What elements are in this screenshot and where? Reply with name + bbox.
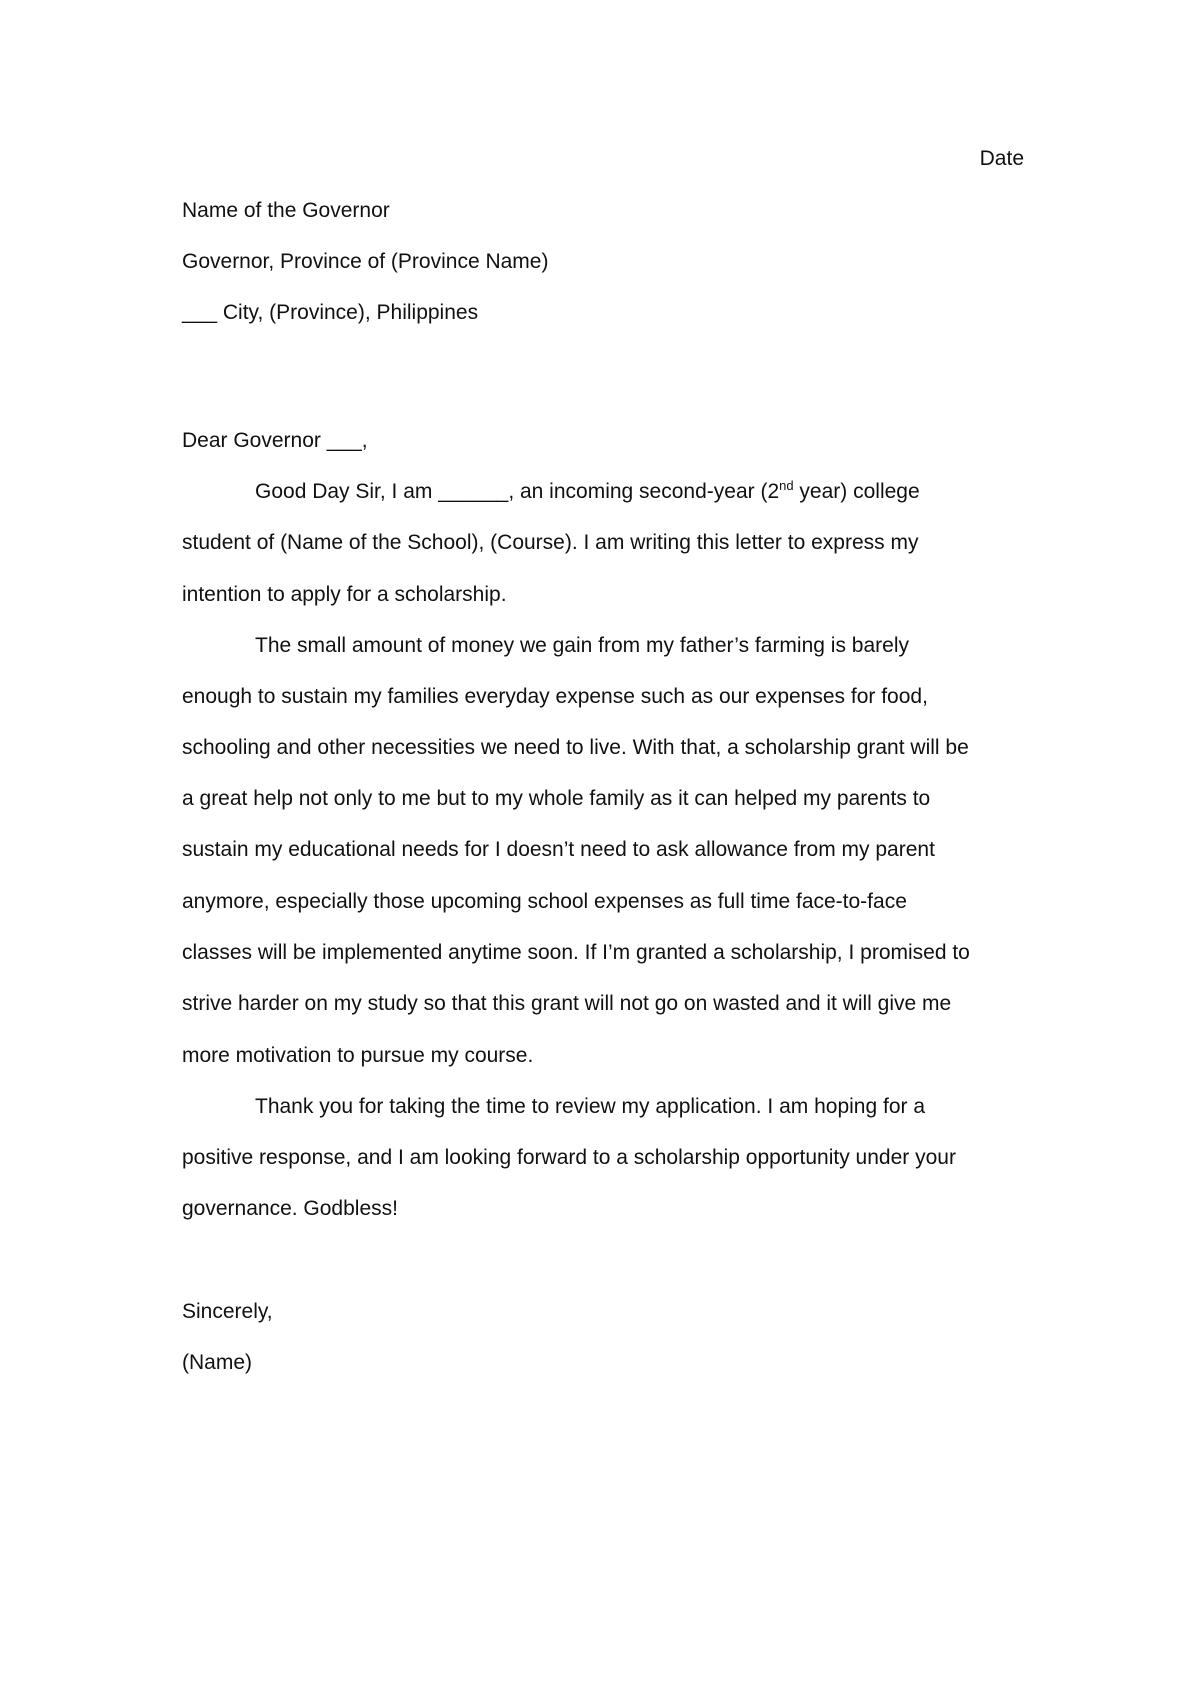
paragraph3-line: governance. Godbless! [182,1197,398,1220]
paragraph2-line: strive harder on my study so that this grant will not go on wasted and it will give me [182,992,952,1015]
paragraph2-line: enough to sustain my families everyday expense such as our expenses for food, [182,685,928,708]
paragraph3-line: positive response, and I am looking forward to a scholarship opportunity under your [182,1146,956,1169]
paragraph2-line: more motivation to pursue my course. [182,1044,534,1067]
paragraph2-line: classes will be implemented anytime soon. If I’m granted a scholarship, I promised to [182,941,970,964]
paragraph2-line: sustain my educational needs for I doesn’t need to ask allowance from my parent [182,838,935,861]
paragraph1-line1-after: year) college [793,480,920,503]
paragraph1-line1 [255,478,920,503]
signature-name: (Name) [182,1351,253,1374]
closing: Sincerely, [182,1300,273,1323]
salutation: Dear Governor ___, [182,429,368,452]
paragraph2-line: schooling and other necessities we need to live. With that, a scholarship grant will be [182,736,969,759]
recipient-title: Governor, Province of (Province Name) [182,250,549,273]
recipient-name: Name of the Governor [182,199,390,222]
paragraph2-line: The small amount of money we gain from my father’s farming is barely [255,634,909,657]
paragraph2-line: a great help not only to me but to my whole family as it can helped my parents to [182,787,931,810]
paragraph1-line1-before: Good Day Sir, I am ______, an incoming second-year (2 [255,480,780,503]
ordinal-superscript: nd [779,478,794,493]
paragraph3-line: Thank you for taking the time to review my application. I am hoping for a [255,1095,926,1118]
paragraph2-line: anymore, especially those upcoming school expenses as full time face-to-face [182,890,907,913]
paragraph1-line3: intention to apply for a scholarship. [182,583,507,606]
letter-date: Date [979,147,1024,170]
paragraph1-line2: student of (Name of the School), (Course). I am writing this letter to express my [182,531,919,554]
recipient-address: ___ City, (Province), Philippines [182,301,479,324]
